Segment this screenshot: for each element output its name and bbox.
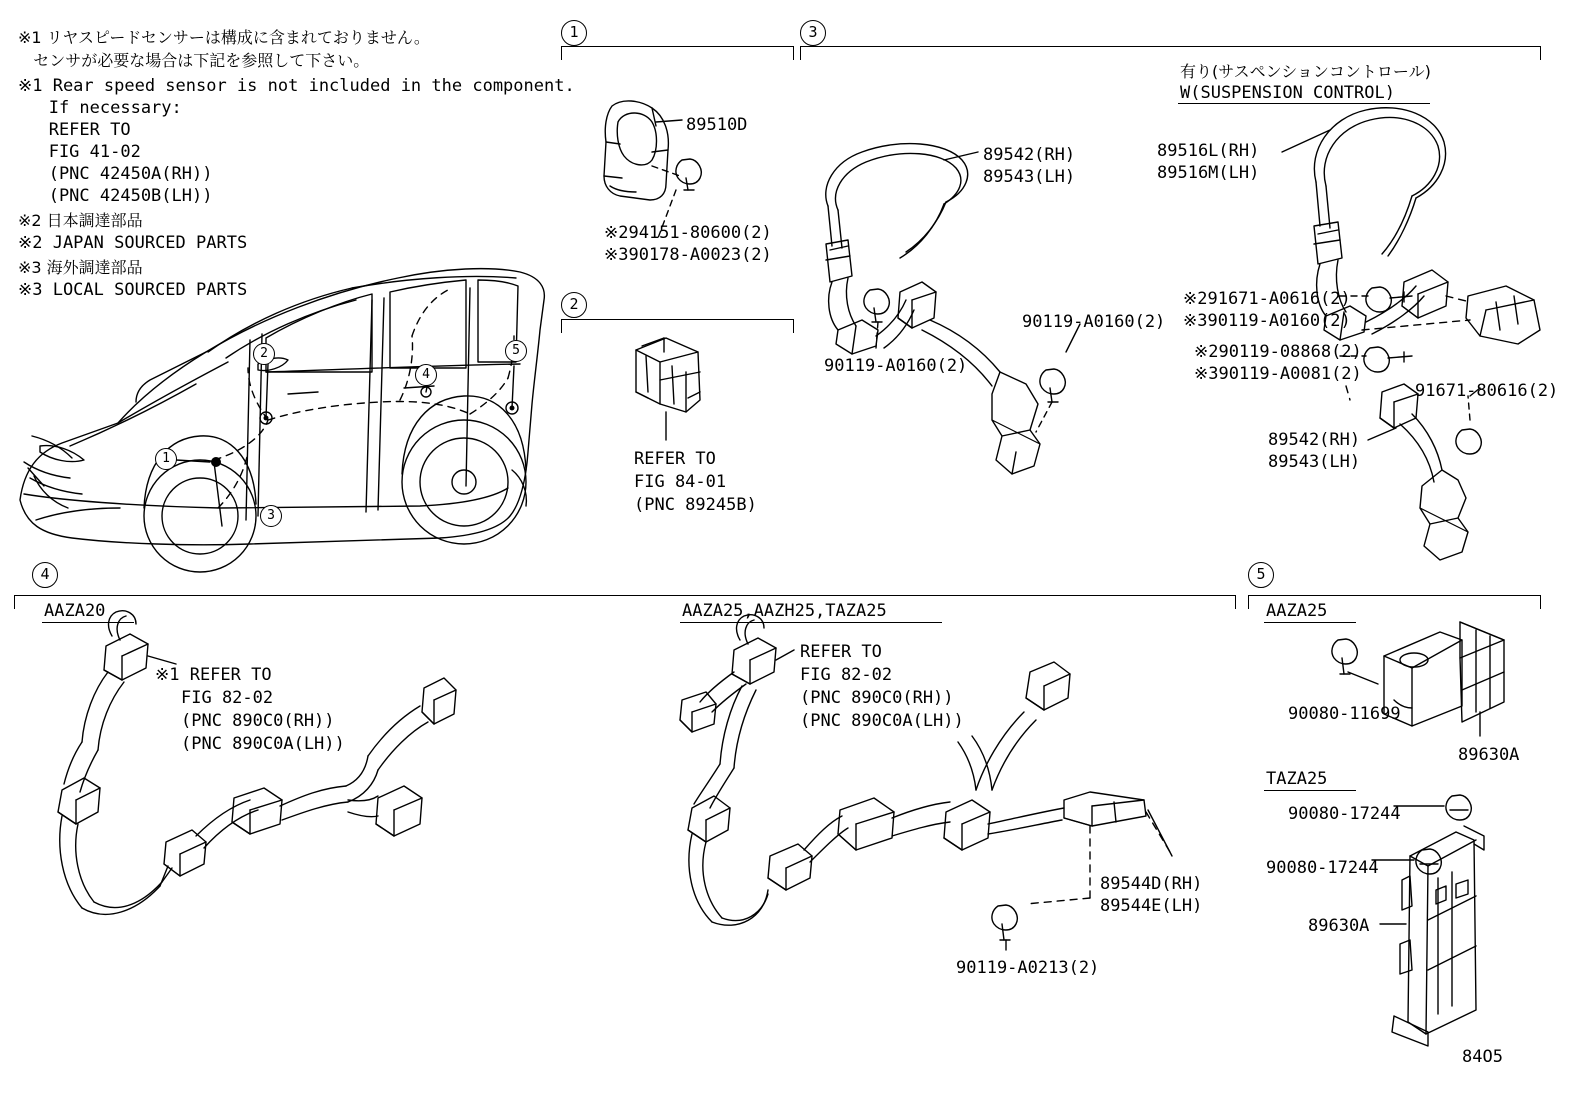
note-line-4: If necessary:: [18, 98, 182, 118]
section3-bracket-right: [1540, 46, 1541, 60]
section1-bracket-top: [561, 46, 794, 47]
part-89245b: [636, 338, 700, 440]
note-line-9: ※2 日本調達部品: [18, 211, 143, 230]
section3-bracket-left: [800, 46, 801, 60]
grade-label-aaza25: AAZA25: [1266, 601, 1328, 621]
section2-bracket-right: [793, 319, 794, 333]
section2-bracket-left: [561, 319, 562, 333]
section4-bracket-top: [14, 595, 1236, 596]
grade-label-aaza20: AAZA20: [44, 601, 106, 621]
section-callout-2: 2: [561, 292, 587, 318]
fastener-390178-a0023: ※390178-A0023(2): [604, 245, 772, 265]
grade-underline-aaza20: [42, 622, 134, 623]
note-line-3: ※1 Rear speed sensor is not included in the component.: [18, 76, 575, 96]
part-label-89544e-lh: 89544E(LH): [1100, 896, 1203, 916]
bolt-91671-80616: 91671-80616(2): [1415, 381, 1559, 401]
part-label-89630a-top: 89630A: [1458, 745, 1520, 765]
part-label-89544d-rh: 89544D(RH): [1100, 874, 1203, 894]
vehicle-callout-3: 3: [260, 505, 282, 527]
part-label-89542-rh-left: 89542(RH): [983, 145, 1076, 165]
suspension-control-heading-jp: 有り(サスペンションコントロール): [1180, 62, 1431, 81]
part-harness-aaza20: [58, 611, 456, 915]
part-89542-89543-left: [826, 144, 1080, 474]
refer-fig84-line2: FIG 84-01: [634, 472, 727, 492]
refer-fig82-right-line4: (PNC 890C0A(LH)): [800, 711, 964, 731]
part-label-89630a-bottom: 89630A: [1308, 916, 1370, 936]
part-89516lm: [1282, 108, 1540, 560]
fastener-390119-a0081: ※390119-A0081(2): [1194, 364, 1362, 384]
section-callout-4: 4: [32, 562, 58, 588]
part-label-89516l-rh: 89516L(RH): [1157, 141, 1260, 161]
nut-90080-17244-lower: 90080-17244: [1266, 858, 1379, 878]
section-callout-3: 3: [800, 20, 826, 46]
part-label-89510d: 89510D: [686, 115, 748, 135]
refer-fig82-left-line3: (PNC 890C0(RH)): [181, 711, 335, 731]
fastener-291671-a0616: ※291671-A0616(2): [1183, 289, 1351, 309]
suspension-control-heading-en: W(SUSPENSION CONTROL): [1180, 83, 1395, 103]
vehicle-callout-5: 5: [505, 340, 527, 362]
section5-bracket-right: [1540, 595, 1541, 609]
note-line-12: ※3 LOCAL SOURCED PARTS: [18, 280, 248, 300]
section1-bracket-left: [561, 46, 562, 60]
part-89630a-taza25: [1372, 795, 1484, 1046]
note-line-11: ※3 海外調達部品: [18, 258, 143, 277]
vehicle-callout-2: 2: [253, 343, 275, 365]
note-line-6: FIG 41-02: [18, 142, 141, 162]
suspension-control-underline: [1178, 103, 1430, 104]
section3-bracket-top: [800, 46, 1541, 47]
refer-fig82-left-line2: FIG 82-02: [181, 688, 274, 708]
refer-fig84-line1: REFER TO: [634, 449, 716, 469]
grade-label-aaza25-group: AAZA25,AAZH25,TAZA25: [682, 601, 887, 621]
bolt-90119-a0160-left: 90119-A0160(2): [824, 356, 968, 376]
grade-underline-taza25: [1264, 790, 1356, 791]
note-line-5: REFER TO: [18, 120, 131, 140]
grade-underline-aaza25: [1264, 622, 1356, 623]
grade-underline-aaza25-group: [680, 622, 942, 623]
refer-fig84-line3: (PNC 89245B): [634, 495, 757, 515]
section4-bracket-left: [14, 595, 15, 609]
section5-bracket-left: [1248, 595, 1249, 609]
refer-fig82-right-line3: (PNC 890C0(RH)): [800, 688, 954, 708]
part-label-89542-rh-right: 89542(RH): [1268, 430, 1361, 450]
fastener-390119-a0160: ※390119-A0160(2): [1183, 311, 1351, 331]
section1-bracket-right: [793, 46, 794, 60]
part-label-89543-lh-left: 89543(LH): [983, 167, 1076, 187]
grade-label-taza25: TAZA25: [1266, 769, 1328, 789]
note-line-10: ※2 JAPAN SOURCED PARTS: [18, 233, 248, 253]
section5-bracket-top: [1248, 595, 1541, 596]
fastener-290119-08868: ※290119-08868(2): [1194, 342, 1362, 362]
part-label-89516m-lh: 89516M(LH): [1157, 163, 1260, 183]
section-callout-5: 5: [1248, 562, 1274, 588]
fastener-294151-80600: ※294151-80600(2): [604, 223, 772, 243]
nut-90080-17244-upper: 90080-17244: [1288, 804, 1401, 824]
part-label-89543-lh-right: 89543(LH): [1268, 452, 1361, 472]
note-line-8: (PNC 42450B(LH)): [18, 186, 213, 206]
note-line-7: (PNC 42450A(RH)): [18, 164, 213, 184]
vehicle-callout-1: 1: [155, 448, 177, 470]
note-line-1: ※1 リヤスピードセンサーは構成に含まれておりません。: [18, 28, 430, 47]
footer-code: 84O5: [1462, 1047, 1503, 1067]
section-callout-1: 1: [561, 20, 587, 46]
refer-fig82-left-line4: (PNC 890C0A(LH)): [181, 734, 345, 754]
bolt-90080-11699: 90080-11699: [1288, 704, 1401, 724]
section4-bracket-right: [1235, 595, 1236, 609]
section2-bracket-top: [561, 319, 794, 320]
refer-fig82-left-line1: ※1 REFER TO: [155, 665, 272, 685]
part-harness-aaza25: [680, 615, 1172, 950]
vehicle-illustration: [20, 269, 544, 572]
refer-fig82-right-line1: REFER TO: [800, 642, 882, 662]
refer-fig82-right-line2: FIG 82-02: [800, 665, 893, 685]
bolt-90119-a0213: 90119-A0213(2): [956, 958, 1100, 978]
note-line-2: センサが必要な場合は下記を参照して下さい。: [18, 51, 370, 70]
vehicle-callout-4: 4: [415, 364, 437, 386]
bolt-90119-a0160-right: 90119-A0160(2): [1022, 312, 1166, 332]
